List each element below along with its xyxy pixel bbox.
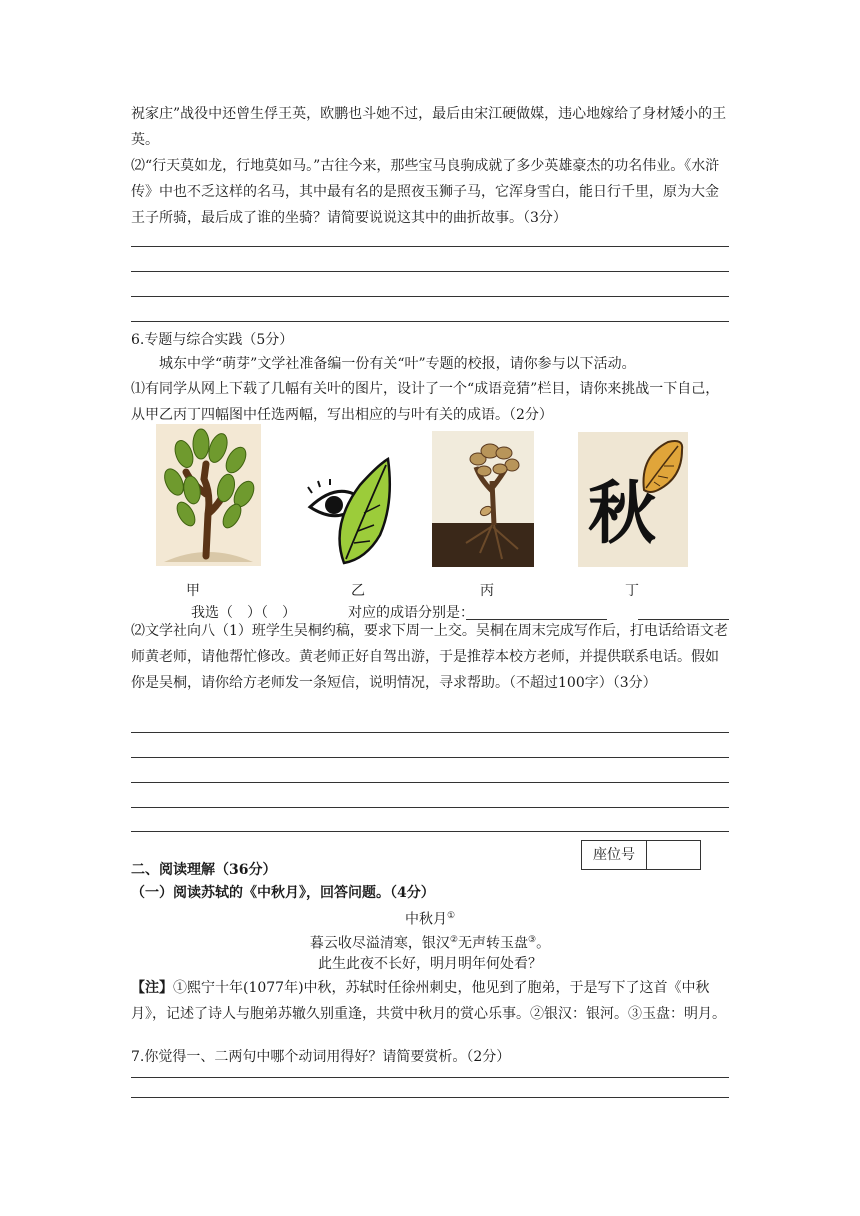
answer-line[interactable]	[131, 831, 729, 832]
q6-intro: 城东中学“萌芽”文学社准备编一份有关“叶”专题的校报，请你参与以下活动。	[159, 356, 636, 372]
seat-number-label: 座位号	[582, 841, 647, 869]
caption-ding: 丁	[625, 583, 639, 599]
q6-part2: ⑵文学社向八（1）班学生吴桐约稿，要求下周一上交。吴桐在周末完成写作后，打电话给语文老师黄老师，请他帮忙修改。黄老师正好自驾出游，于是推荐本校方老师，并提供联系电话。假如你是吴桐，请你给方老师发一条短信，说明情况，寻求帮助。（不超过100字）（3分）	[131, 623, 728, 691]
poem-title: 中秋月①	[404, 911, 456, 928]
autumn-character: 秋	[588, 474, 657, 554]
idiom-prompt: 对应的成语分别是：	[348, 605, 474, 621]
answer-line[interactable]	[131, 1077, 729, 1078]
tree-leaves-image	[156, 424, 261, 566]
answer-line[interactable]	[131, 732, 729, 733]
q6-part1: ⑴有同学从网上下载了几幅有关叶的图片，设计了一个“成语竞猜”栏目，请你来挑战一下自己，从甲乙丙丁四幅图中任选两幅，写出相应的与叶有关的成语。（2分）	[131, 381, 720, 423]
answer-line[interactable]	[131, 321, 729, 322]
answer-line[interactable]	[131, 271, 729, 272]
part-title: （一）阅读苏轼的《中秋月》，回答问题。（4分）	[131, 885, 435, 901]
choose-prompt: 我选（ ）（ ）	[191, 605, 296, 621]
answer-line[interactable]	[131, 757, 729, 758]
falling-leaf-tree-image	[432, 431, 534, 567]
q5-part2: ⑵“行天莫如龙，行地莫如马。”古往今来，那些宝马良驹成就了多少英雄豪杰的功名伟业。《水浒传》中也不乏这样的名马，其中最有名的是照夜玉狮子马，它浑身雪白，能日行千里，原为大金王子所骑，最后成了谁的坐骑？请简要说说这其中的曲折故事。（3分）	[131, 158, 720, 226]
answer-line[interactable]	[131, 296, 729, 297]
q7: 7.你觉得一、二两句中哪个动词用得好？请简要赏析。（2分）	[131, 1049, 511, 1065]
caption-yi: 乙	[351, 583, 365, 599]
poem-note: 【注】①熙宁十年(1077年)中秋，苏轼时任徐州刺史，他见到了胞弟，于是写下了这首《中秋月》，记述了诗人与胞弟苏辙久别重逢，共赏中秋月的赏心乐事。②银汉：银河。③玉盘：明月。	[131, 980, 726, 1022]
answer-line[interactable]	[131, 807, 729, 808]
q5-continuation: 祝家庄”战役中还曾生俘王英，欧鹏也斗她不过，最后由宋江硬做媒，违心地嫁给了身材矮小的王英。	[131, 106, 727, 148]
answer-line[interactable]	[131, 246, 729, 247]
answer-line[interactable]	[131, 1097, 729, 1098]
answer-line[interactable]	[131, 782, 729, 783]
poem-line-2: 此生此夜不长好，明月明年何处看？	[318, 956, 542, 972]
q6-title: 6.专题与综合实践（5分）	[131, 332, 294, 348]
poem-line-1: 暮云收尽溢清寒，银汉②无声转玉盘③。	[309, 935, 551, 952]
caption-bing: 丙	[480, 583, 494, 599]
caption-jia: 甲	[186, 583, 200, 599]
section-title: 二、阅读理解（36分）	[131, 862, 277, 878]
eye-leaf-image	[300, 455, 392, 567]
autumn-character-image	[578, 432, 688, 567]
